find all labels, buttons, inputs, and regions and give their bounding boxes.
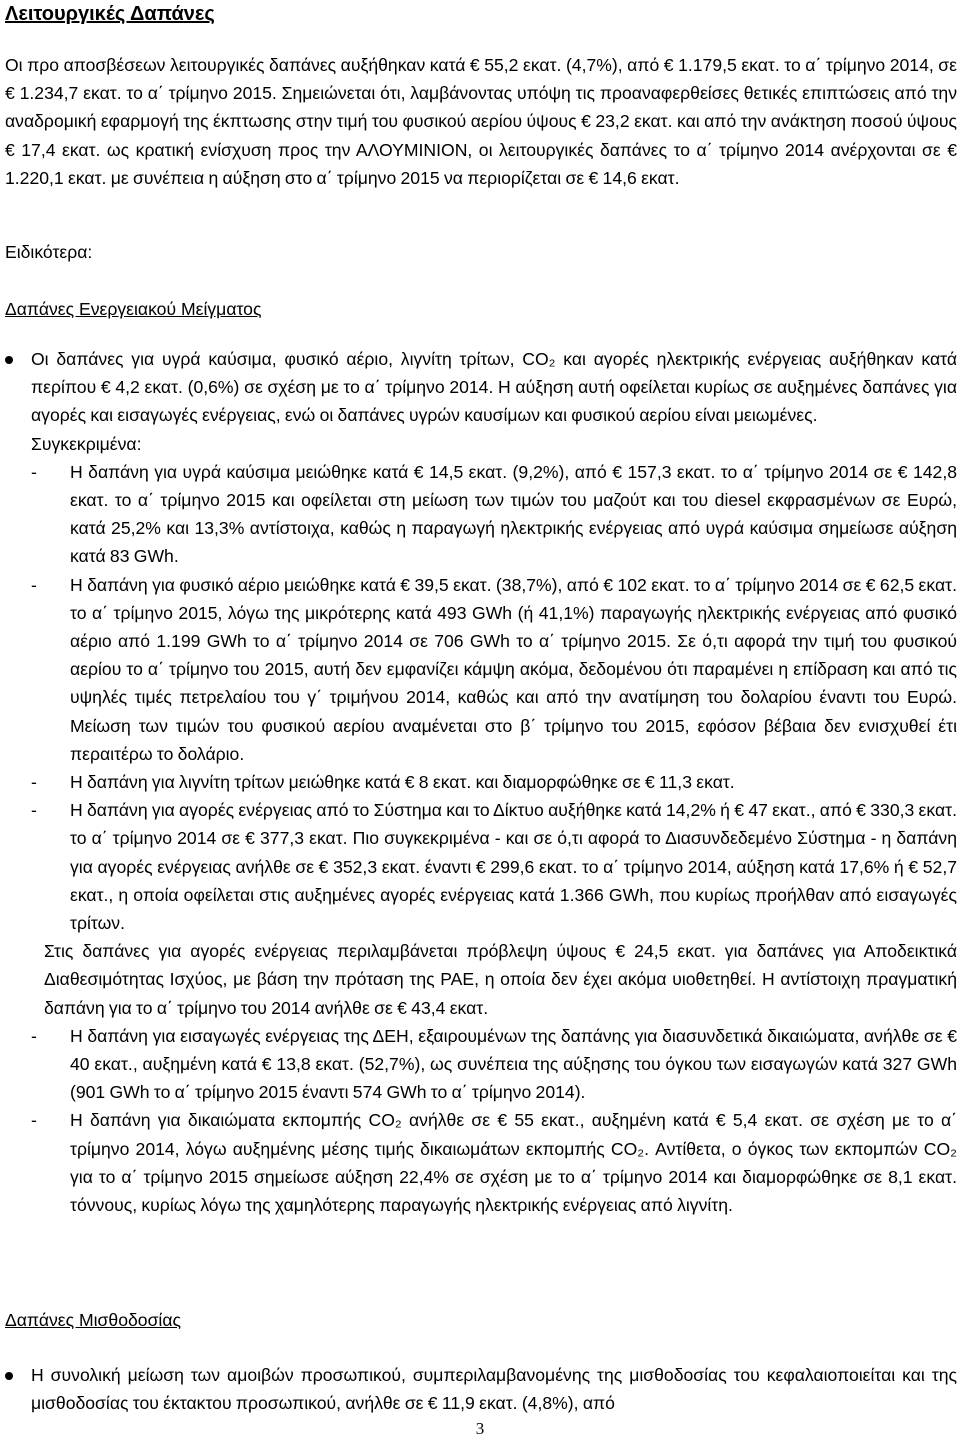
energy-mix-dash-list <box>31 458 957 937</box>
dash-icon: - <box>31 1025 37 1046</box>
list-item-text: Η δαπάνη για φυσικό αέριο μειώθηκε κατά € 39,5 εκατ. (38,7%), από € 102 εκατ. το α΄ τρίμηνο 2014 σε € 62,5 εκατ. το α΄ τρίμηνο 2015, λόγω της μικρότερης κατά 493 GWh (ή 41,1%) παραγωγής ηλεκτρικής ενέργειας από φυσικό αέριο από 1.199 GWh το α΄ τρίμηνο 2014 σε 706 GWh το α΄ τρίμηνο 2015. Σε ό,τι αφορά την τιμή του φυσικού αερίου το α΄ τρίμηνο του 2015, αυτή δεν εμφανίζει κάμψη ακόμα, δεδομένου ότι παραμένει η επίδραση και από τις υψηλές τιμές πετρελαίου του γ΄ τριμήνου 2014, καθώς και από την ανατίμηση του δολαρίου έναντι του Ευρώ. Μείωση των τιμών του φυσικού αερίου αναμένεται στο β΄ τρίμηνο του 2015, εφόσον βέβαια δεν ενισχυθεί έτι περαιτέρω το δολάριο. <box>70 574 957 764</box>
section-heading: Λειτουργικές Δαπάνες <box>5 3 215 25</box>
energy-mix-dash-list-continued <box>31 1022 957 1219</box>
list-item <box>31 571 957 768</box>
purchases-note: Στις δαπάνες για αγορές ενέργειας περιλαμβάνεται πρόβλεψη ύψους € 24,5 εκατ. για δαπάνες για Αποδεικτικά Διαθεσιμότητας Ισχύος, με βάση την πρόταση της ΡΑΕ, η οποία δεν έχει ακόμα υιοθετηθεί. Η αντίστοιχη πραγματική δαπάνη για το α΄ τρίμηνο του 2014 ανήλθε σε € 43,4 εκατ. <box>44 941 957 1018</box>
bullet-icon <box>5 356 13 364</box>
dash-icon: - <box>31 461 37 482</box>
energy-mix-specifically-label: Συγκεκριμένα: <box>31 433 142 454</box>
list-item <box>31 768 957 796</box>
list-item <box>31 1022 957 1107</box>
energy-mix-bullet-text: Οι δαπάνες για υγρά καύσιμα, φυσικό αέριο, λιγνίτη τρίτων, CO₂ και αγορές ηλεκτρικής ενέργειας αυξήθηκαν κατά περίπου € 4,2 εκατ. (0,6%) σε σχέση με το α΄ τρίμηνο 2014. Η αύξηση αυτή οφείλεται κυρίως σε αυξημένες δαπάνες για αγορές και εισαγωγές ενέργειας, ενώ οι δαπάνες υγρών καυσίμων και φυσικού αερίου είναι μειωμένες. <box>31 349 957 426</box>
list-item <box>31 796 957 937</box>
list-item-text: Η δαπάνη για εισαγωγές ενέργειας της ΔΕΗ, εξαιρουμένων της δαπάνης για διασυνδετικά δικαιώματα, ανήλθε σε € 40 εκατ., αυξημένη κατά € 13,8 εκατ. (52,7%), ως συνέπεια της αύξησης του όγκου των εισαγωγών κατά 327 GWh (901 GWh το α΄ τρίμηνο 2015 έναντι 574 GWh το α΄ τρίμηνο 2014). <box>70 1025 957 1103</box>
payroll-subheading: Δαπάνες Μισθοδοσίας <box>5 1310 181 1330</box>
page-number: 3 <box>475 1419 485 1438</box>
dash-icon: - <box>31 1110 37 1131</box>
list-item-text: Η δαπάνη για αγορές ενέργειας από το Σύστημα και το Δίκτυο αυξήθηκε κατά 14,2% ή € 47 εκατ., από € 330,3 εκατ. το α΄ τρίμηνο 2014 σε € 377,3 εκατ. Πιο συγκεκριμένα - και σε ό,τι αφορά το Διασυνδεδεμένο Σύστημα - η δαπάνη για αγορές ενέργειας ανήλθε σε € 352,3 εκατ. έναντι € 299,6 εκατ. το α΄ τρίμηνο 2014, αύξηση κατά 17,6% ή € 52,7 εκατ., η οποία οφείλεται στις αυξημένες αγορές ενέργειας κατά 1.366 GWh, που κυρίως προήλθαν από εισαγωγές τρίτων. <box>70 800 957 934</box>
list-item-text: Η δαπάνη για υγρά καύσιμα μειώθηκε κατά € 14,5 εκατ. (9,2%), από € 157,3 εκατ. το α΄ τρίμηνο 2014 σε € 142,8 εκατ. το α΄ τρίμηνο 2015 και οφείλεται στη μείωση των τιμών του μαζούτ και του diesel εκφρασμένων σε Ευρώ, κατά 25,2% και 13,3% αντίστοιχα, καθώς η παραγωγή ηλεκτρικής ενέργειας από υγρά καύσιμα σημείωσε αύξηση κατά 83 GWh. <box>70 461 957 567</box>
bullet-icon <box>5 1372 13 1380</box>
payroll-bullet-text: Η συνολική μείωση των αμοιβών προσωπικού, συμπεριλαμβανομένης της μισθοδοσίας του κεφαλαιοποιείται και της μισθοδοσίας του έκτακτου προσωπικού, ανήλθε σε € 11,9 εκατ. (4,8%), από <box>31 1365 957 1414</box>
dash-icon: - <box>31 772 37 793</box>
intro-paragraph: Οι προ αποσβέσεων λειτουργικές δαπάνες αυξήθηκαν κατά € 55,2 εκατ. (4,7%), από € 1.179,5 εκατ. το α΄ τρίμηνο 2014, σε € 1.234,7 εκατ. το α΄ τρίμηνο 2015. Σημειώνεται ότι, λαμβάνοντας υπόψη τις προαναφερθείσες θετικές επιπτώσεις από την αναδρομική εφαρμογή της έκπτωσης στην τιμή του φυσικού αερίου ύψους € 23,2 εκατ. και από την ανάκτηση ποσού ύψους € 17,4 εκατ. ως κρατική ενίσχυση προς την ΑΛΟΥΜΙΝΙΟΝ, οι λειτουργικές δαπάνες το α΄ τρίμηνο 2014 ανέρχονται σε € 1.220,1 εκατ. με συνέπεια η αύξηση στο α΄ τρίμηνο 2015 να περιορίζεται σε € 14,6 εκατ. <box>5 55 957 188</box>
dash-icon: - <box>31 800 37 821</box>
payroll-bullet <box>5 1361 957 1417</box>
dash-icon: - <box>31 574 37 595</box>
energy-mix-bullet <box>5 345 957 1219</box>
list-item <box>31 1106 957 1219</box>
list-item-text: Η δαπάνη για λιγνίτη τρίτων μειώθηκε κατά € 8 εκατ. και διαμορφώθηκε σε € 11,3 εκατ. <box>70 772 735 793</box>
specifically-label: Ειδικότερα: <box>5 242 93 262</box>
list-item <box>31 458 957 571</box>
energy-mix-subheading: Δαπάνες Ενεργειακού Μείγματος <box>5 299 262 319</box>
list-item-text: Η δαπάνη για δικαιώματα εκπομπής CO₂ ανήλθε σε € 55 εκατ., αυξημένη κατά € 5,4 εκατ. σε σχέση με το α΄ τρίμηνο 2014, λόγω αυξημένης μέσης τιμής δικαιωμάτων εκπομπής CO₂. Αντίθετα, ο όγκος των εκπομπών CO₂ για το α΄ τρίμηνο 2015 σημείωσε αύξηση 22,4% σε σχέση με το α΄ τρίμηνο 2014 και διαμορφώθηκε σε 8,1 εκατ. τόννους, κυρίως λόγω της χαμηλότερης παραγωγής ηλεκτρικής ενέργειας από λιγνίτη. <box>70 1110 957 1216</box>
